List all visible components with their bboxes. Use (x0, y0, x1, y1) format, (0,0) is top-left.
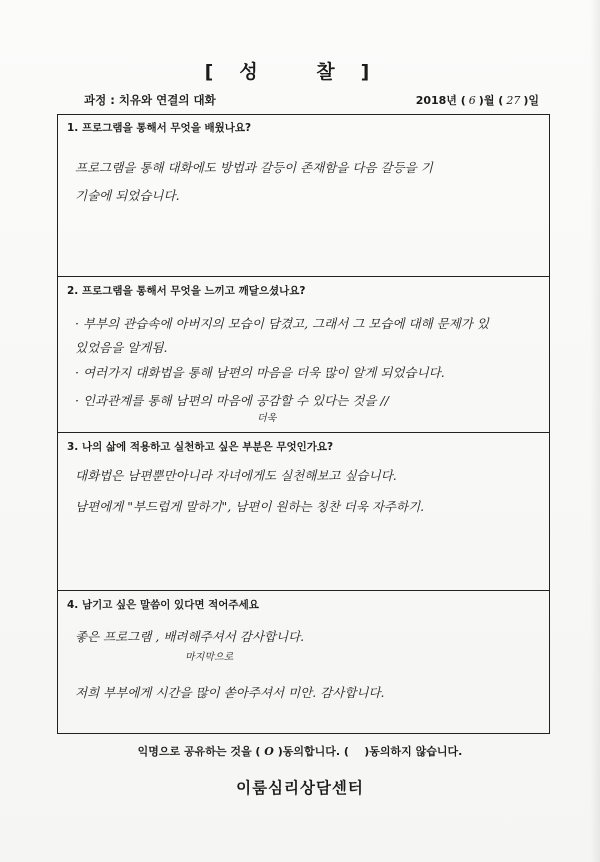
answer-2-line-3: · 여러가지 대화법을 통해 남편의 마음을 더욱 많이 알게 되었습니다. (75, 365, 445, 380)
date-field: 2018년 ( 6 )월 ( 27 )일 (415, 94, 539, 107)
section-1 (57, 114, 550, 276)
answer-3-line-1: 대화법은 남편뿐만아니라 자녀에게도 실천해보고 싶습니다. (75, 468, 397, 483)
answer-2-line-4: · 인과관계를 통해 남편의 마음에 공감할 수 있다는 것을 // (75, 393, 389, 408)
date-month-value: 6 (468, 94, 476, 107)
answer-1-line-2: 기술에 되었습니다. (75, 188, 180, 203)
consent-text-after: )동의하지 않습니다. (364, 745, 463, 758)
answer-2-line-2: 있었음을 알게됨. (75, 340, 168, 355)
answer-1-line-1: 프로그램을 통해 대화에도 방법과 갈등이 존재함을 다음 갈등을 기 (75, 160, 433, 175)
question-1: 1. 프로그램을 통해서 무엇을 배웠나요? (67, 122, 252, 134)
answer-2-line-1: · 부부의 관습속에 아버지의 모습이 담겼고, 그래서 그 모습에 대해 문제가 있 (75, 316, 489, 331)
answer-2-insert-note: 더욱 (257, 413, 277, 424)
consent-disagree-box[interactable] (353, 745, 361, 758)
question-4: 4. 남기고 싶은 말씀이 있다면 적어주세요 (67, 599, 259, 611)
question-3: 3. 나의 삶에 적용하고 실천하고 싶은 부분은 무엇인가요? (67, 441, 334, 453)
answer-4-line-1: 좋은 프로그램 , 배려해주셔서 감사합니다. (75, 629, 305, 644)
date-day-unit: 일 (528, 94, 539, 107)
answer-3-line-2: 남편에게 "부드럽게 말하기", 남편이 원하는 칭찬 더욱 자주하기. (75, 499, 425, 514)
page-title: [성 찰] (204, 61, 396, 83)
course-name: 과정 : 치유와 연결의 대화 (84, 93, 216, 107)
center-name: 이룸심리상담센터 (236, 779, 364, 797)
question-2: 2. 프로그램을 통해서 무엇을 느끼고 깨달으셨나요? (67, 285, 306, 297)
page-edge-shadow (590, 0, 600, 862)
section-4 (57, 590, 550, 734)
date-day-value: 27 (506, 94, 521, 107)
section-3 (57, 432, 550, 590)
answer-4-insert-note: 마지막으로 (185, 652, 234, 663)
date-year: 2018년 (415, 94, 457, 107)
meta-row (84, 92, 539, 112)
date-month-unit: 월 (483, 94, 495, 107)
answer-4-line-2: 저희 부부에게 시간을 많이 쏟아주셔서 미안. 감사합니다. (75, 685, 385, 700)
consent-text-mid: )동의합니다. ( (277, 745, 349, 758)
section-2 (57, 276, 550, 432)
consent-line (0, 743, 600, 759)
consent-agree-mark[interactable]: O (264, 745, 274, 758)
consent-text-before: 익명으로 공유하는 것을 ( (137, 745, 261, 758)
